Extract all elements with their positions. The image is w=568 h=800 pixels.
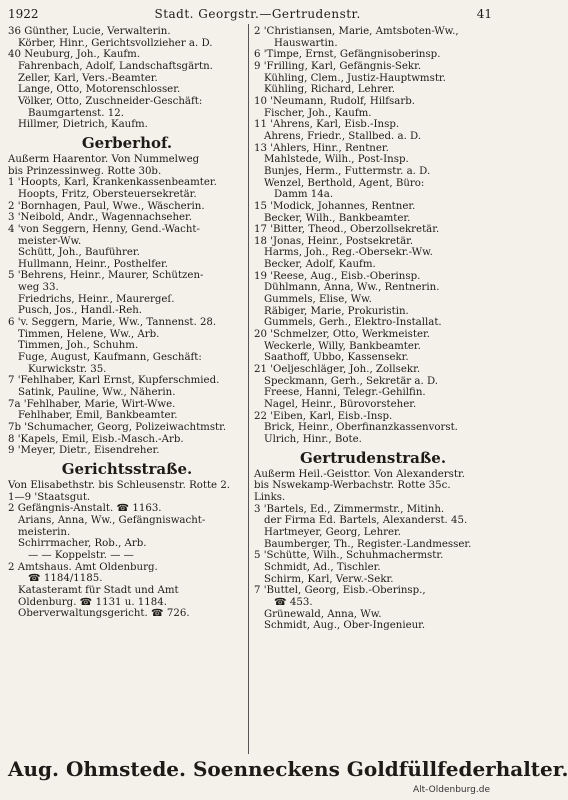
directory-entry: 15 'Modick, Johannes, Rentner. — [254, 200, 416, 212]
directory-entry: Hoopts, Fritz, Obersteuersekretär. — [18, 188, 197, 200]
directory-entry: Bunjes, Herm., Futtermstr. a. D. — [264, 165, 431, 177]
directory-entry: Baumberger, Th., Register.-Landmesser. — [264, 538, 472, 550]
directory-entry: Fahrenbach, Adolf, Landschaftsgärtn. — [18, 60, 213, 72]
directory-entry: Timmen, Helene, Ww., Arb. — [18, 328, 160, 340]
directory-entry: Hillmer, Dietrich, Kaufm. — [18, 119, 148, 131]
directory-entry: Kühling, Richard, Lehrer. — [264, 84, 395, 96]
directory-entry: Saathoff, Ubbo, Kassensekr. — [264, 352, 409, 364]
directory-entry: 9 'Frilling, Karl, Gefängnis-Sekr. — [254, 60, 422, 72]
directory-entry: Körber, Hinr., Gerichtsvollzieher a. D. — [18, 37, 213, 49]
directory-entry: Lange, Otto, Motorenschlosser. — [18, 84, 181, 96]
directory-entry: 9 'Meyer, Dietr., Eisendreher. — [8, 445, 160, 457]
directory-entry: Schmidt, Aug., Ober-Ingenieur. — [264, 620, 426, 632]
directory-entry: Nagel, Heinr., Bürovorsteher. — [264, 399, 417, 410]
directory-entry: 7 'Fehlhaber, Karl Ernst, Kupferschmied. — [8, 375, 220, 387]
directory-entry: Oldenburg. ☎ 1131 u. 1184. — [18, 596, 167, 608]
right-column — [254, 26, 492, 632]
directory-entry: meisterin. — [18, 526, 71, 538]
directory-entry: 2 'Christiansen, Marie, Amtsboten-Ww., — [254, 26, 459, 37]
directory-entry: Oberverwaltungsgericht. ☎ 726. — [18, 608, 190, 620]
directory-entry: Timmen, Joh., Schuhm. — [18, 340, 139, 352]
directory-entry: Außerm Haarentor. Von Nummelweg — [8, 153, 200, 165]
page-number: 41 — [476, 7, 492, 21]
directory-entry: 22 'Eiben, Karl, Eisb.-Insp. — [254, 410, 393, 422]
directory-entry: 5 'Schütte, Wilh., Schuhmachermstr. — [254, 550, 444, 562]
directory-entry: 1 'Hoopts, Karl, Krankenkassenbeamter. — [8, 177, 217, 189]
directory-entry: Weckerle, Willy, Bankbeamter. — [264, 340, 421, 352]
directory-entry: Arians, Anna, Ww., Gefängniswacht- — [18, 514, 206, 526]
directory-entry: Schirrmacher, Rob., Arb. — [18, 538, 147, 550]
watermark: Alt-Oldenburg.de — [412, 785, 490, 795]
directory-entry: Baumgartenst. 12. — [28, 107, 124, 119]
directory-entry: 2 'Bornhagen, Paul, Wwe., Wäscherin. — [8, 200, 205, 212]
directory-entry: 8 'Kapels, Emil, Eisb.-Masch.-Arb. — [8, 433, 184, 445]
directory-entry: Gummels, Gerh., Elektro-Installat. — [264, 317, 442, 329]
directory-entry: Völker, Otto, Zuschneider-Geschäft: — [18, 95, 203, 107]
directory-entry: Becker, Adolf, Kaufm. — [264, 259, 376, 271]
directory-entry: 36 Günther, Lucie, Verwalterin. — [8, 26, 171, 37]
directory-entry: 20 'Schmelzer, Otto, Werkmeister. — [254, 329, 430, 341]
directory-entry: Becker, Wilh., Bankbeamter. — [264, 212, 411, 224]
directory-entry: Außerm Heil.-Geisttor. Von Alexanderstr. — [254, 468, 465, 480]
directory-entry: — — Koppelstr. — — — [28, 549, 134, 561]
directory-entry: 2 Gefängnis-Anstalt. ☎ 1163. — [8, 503, 162, 515]
directory-entry: Räbiger, Marie, Prokuristin. — [264, 305, 409, 317]
directory-entry: ☎ 1184/1185. — [28, 573, 103, 585]
directory-entry: Hullmann, Heinr., Posthelfer. — [18, 258, 169, 270]
directory-entry: 1—9 'Staatsgut. — [8, 491, 91, 503]
directory-entry: Kurwickstr. 35. — [28, 363, 107, 375]
directory-entry: Pusch, Jos., Handl.-Reh. — [18, 305, 143, 317]
directory-entry: ☎ 453. — [274, 596, 313, 608]
directory-entry: Schütt, Joh., Bauführer. — [18, 247, 140, 259]
advertisement: Aug. Ohmstede. Soenneckens Goldfüllfederhalter. — [8, 757, 568, 781]
directory-entry: Friedrichs, Heinr., Maurergeſ. — [18, 293, 175, 305]
directory-entry: 10 'Neumann, Rudolf, Hilfsarb. — [254, 95, 415, 107]
directory-entry: Fischer, Joh., Kaufm. — [264, 107, 372, 119]
section-heading: Gertrudenstraße. — [299, 448, 447, 467]
column-divider — [248, 24, 249, 754]
directory-entry: Hartmeyer, Georg, Lehrer. — [264, 526, 402, 538]
directory-entry: 18 'Jonas, Heinr., Postsekretär. — [254, 235, 414, 247]
directory-entry: Mahlstede, Wilh., Post-Insp. — [264, 154, 409, 166]
directory-entry: 13 'Ahlers, Hinr., Rentner. — [254, 142, 389, 154]
directory-entry: Brick, Heinr., Oberfinanzkassenvorst. — [264, 422, 458, 434]
directory-entry: Satink, Pauline, Ww., Näherin. — [18, 387, 176, 399]
directory-entry: Von Elisabethstr. bis Schleusenstr. Rotte 2. — [8, 479, 231, 491]
directory-entry: 11 'Ahrens, Karl, Eisb.-Insp. — [254, 119, 400, 131]
directory-entry: 6 'v. Seggern, Marie, Ww., Tannenst. 28. — [8, 317, 217, 329]
directory-entry: Grünewald, Anna, Ww. — [264, 608, 382, 620]
directory-entry: Damm 14a. — [274, 189, 334, 201]
directory-entry: Speckmann, Gerh., Sekretär a. D. — [264, 375, 439, 387]
directory-entry: bis Nswekamp-Werbachstr. Rotte 35c. — [254, 480, 451, 492]
directory-entry: meister-Ww. — [18, 235, 82, 247]
directory-entry: Ahrens, Friedr., Stallbed. a. D. — [264, 130, 422, 142]
directory-entry: 40 Neuburg, Joh., Kaufm. — [8, 49, 141, 61]
page-header — [8, 6, 492, 22]
directory-entry: 19 'Reese, Aug., Eisb.-Oberinsp. — [254, 270, 421, 282]
directory-entry: Fehlhaber, Emil, Bankbeamter. — [18, 410, 178, 422]
directory-entry: Schirm, Karl, Verw.-Sekr. — [264, 573, 394, 585]
directory-entry: 6 'Timpe, Ernst, Gefängnisoberinsp. — [254, 49, 441, 61]
directory-entry: Wenzel, Berthold, Agent, Büro: — [264, 177, 425, 189]
directory-entry: 21 'Oeljeschläger, Joh., Zollsekr. — [254, 364, 421, 376]
directory-entry: der Firma Ed. Bartels, Alexanderst. 45. — [264, 515, 468, 527]
directory-entry: Harms, Joh., Reg.-Obersekr.-Ww. — [264, 247, 433, 259]
directory-entry: 3 'Neibold, Andr., Wagennachseher. — [8, 212, 193, 224]
directory-entry: Dühlmann, Anna, Ww., Rentnerin. — [264, 282, 440, 294]
directory-entry: Katasteramt für Stadt und Amt — [18, 584, 179, 596]
directory-entry: 2 Amtshaus. Amt Oldenburg. — [8, 561, 158, 573]
directory-entry: Links. — [254, 491, 286, 503]
directory-entry: 7a 'Fehlhaber, Marie, Wirt-Wwe. — [8, 398, 176, 410]
directory-entry: 5 'Behrens, Heinr., Maurer, Schützen- — [8, 270, 204, 282]
directory-entry: Gummels, Elise, Ww. — [264, 294, 372, 306]
directory-entry: 7b 'Schumacher, Georg, Polizeiwachtmstr. — [8, 422, 227, 433]
directory-entry: 3 'Bartels, Ed., Zimmermstr., Mitinh. — [254, 503, 445, 515]
directory-entry: weg 33. — [18, 282, 59, 294]
directory-entry: Zeller, Karl, Vers.-Beamter. — [18, 72, 158, 84]
left-column — [8, 26, 246, 620]
directory-entry: 7 'Buttel, Georg, Eisb.-Oberinsp., — [254, 585, 426, 597]
directory-entry: Kühling, Clem., Justiz-Hauptwmstr. — [264, 72, 446, 84]
directory-entry: Fuge, August, Kaufmann, Geschäft: — [18, 352, 202, 364]
year: 1922 — [8, 7, 39, 21]
directory-entry: Hauswartin. — [274, 37, 338, 49]
directory-entry: Freese, Hanni, Telegr.-Gehilfin. — [264, 387, 426, 399]
directory-entry: Schmidt, Ad., Tischler. — [264, 561, 381, 573]
directory-entry: bis Prinzessinweg. Rotte 30b. — [8, 165, 162, 177]
directory-entry: 4 'von Seggern, Henny, Gend.-Wacht- — [8, 223, 200, 235]
directory-entry: 17 'Bitter, Theod., Oberzollsekretär. — [254, 224, 440, 236]
directory-entry: Ulrich, Hinr., Bote. — [264, 433, 362, 445]
section-heading: Gerberhof. — [81, 133, 173, 152]
running-title: Stadt. Georgstr.—Gertrudenstr. — [154, 7, 361, 21]
section-heading: Gerichtsstraße. — [61, 459, 193, 478]
